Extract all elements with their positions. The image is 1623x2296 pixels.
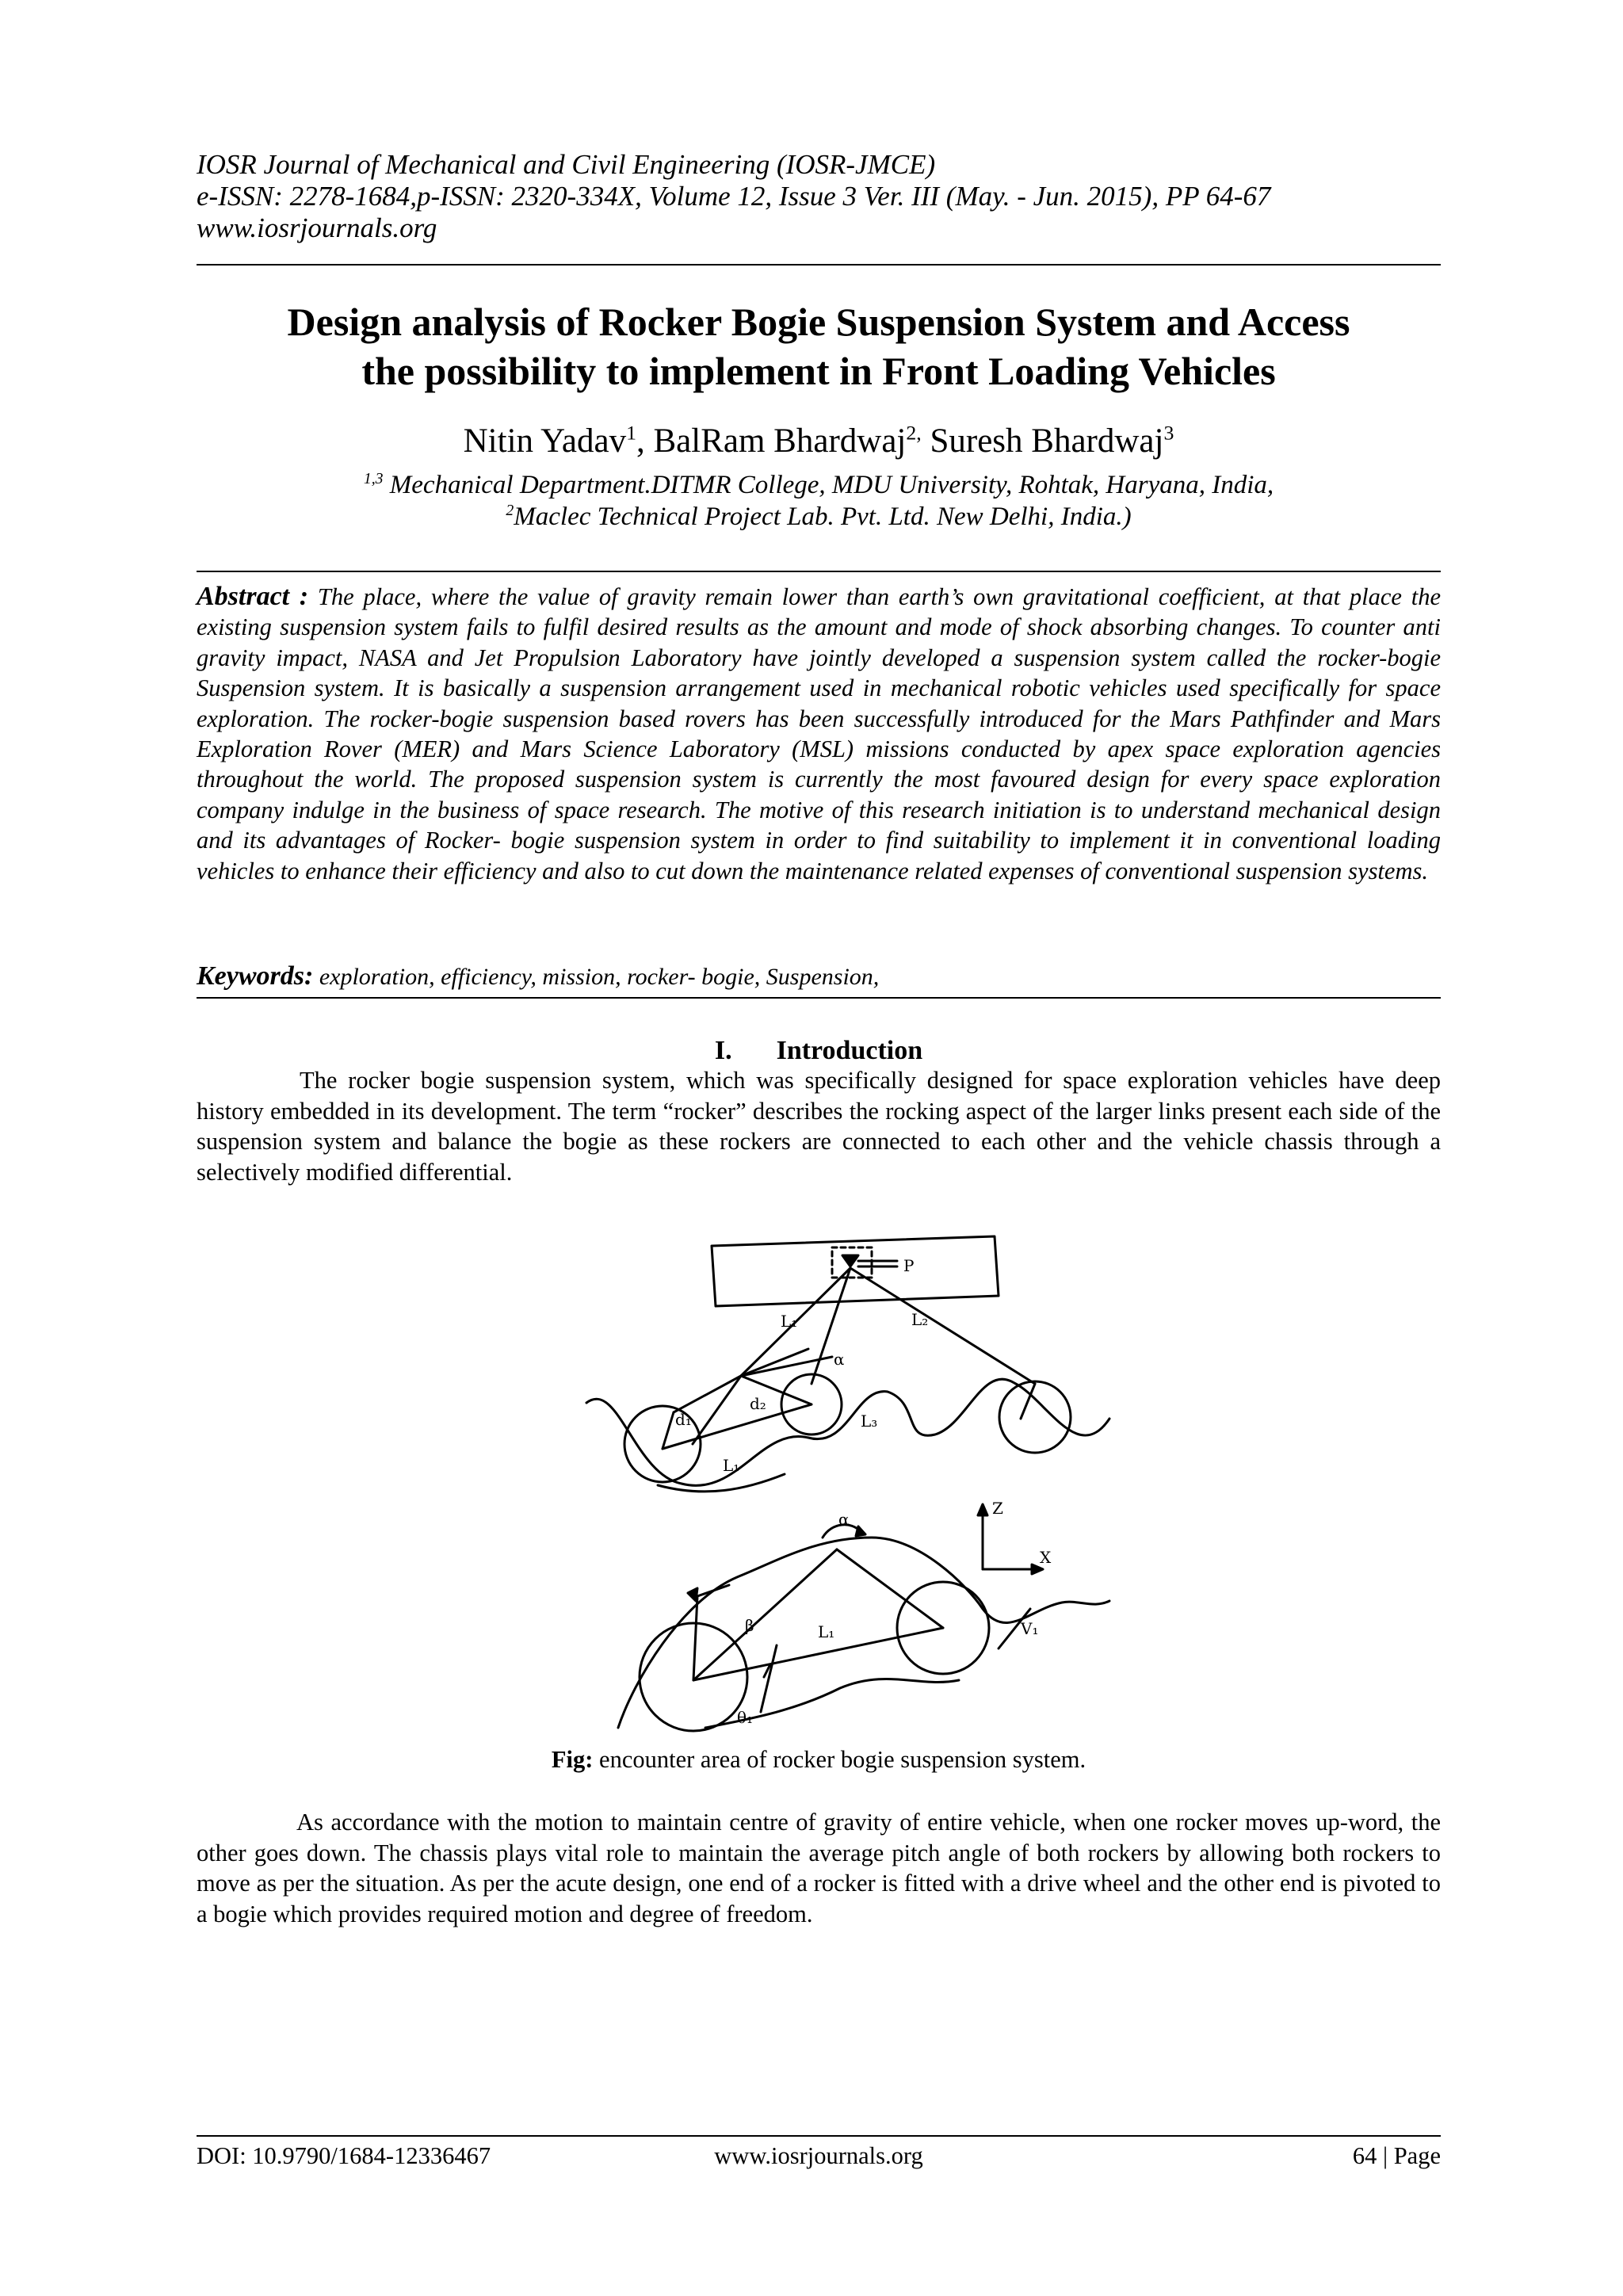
footer-website: www.iosrjournals.org [714,2142,923,2169]
section-heading [197,1035,1441,1067]
label-theta: θ₁ [737,1708,754,1727]
rocker-bogie-figure [586,1236,1109,1744]
rocker-bogie-diagram [586,1236,1109,1744]
section-title: Introduction [776,1036,923,1065]
author-2-sup: 2, [906,421,922,445]
footer-doi: DOI: 10.9790/1684-12336467 [197,2142,491,2169]
rear-wheel-upper [999,1381,1071,1453]
terrain-upper [586,1379,1109,1485]
label-l1-upper: L₁ [781,1312,798,1331]
footer-rule [197,2135,1441,2137]
label-l1-bottom: L₁ [818,1622,835,1641]
affiliation-2-sup: 2 [506,502,514,519]
label-x: X [1040,1548,1052,1567]
affiliations [197,469,1441,533]
figure-caption [197,1744,1441,1775]
author-list [197,422,1441,461]
author-1-sup: 1 [626,421,636,445]
issn-line: e-ISSN: 2278-1684,p-ISSN: 2320-334X, Volume 12, Issue 3 Ver. III (May. - Jun. 2015), PP 64-67 [197,181,1271,212]
pivot-marker [688,1588,697,1601]
affiliation-1 [197,469,1441,501]
label-alpha-upper: α [834,1350,845,1369]
journal-name: IOSR Journal of Mechanical and Civil Engineering (IOSR-JMCE) [197,149,936,180]
abstract-text: The place, where the value of gravity remain lower than earth’s own gravitational coefficient, at that place the existing suspension system fails to fulfil desired results as the amount and mode of shock absorbing changes. To counter anti gravity impact, NASA and Jet Propulsion Laboratory have jointly developed a suspension system called the rocker-bogie Suspension system. It is basically a suspension arrangement used in mechanical robotic vehicles used specifically for space exploration. The rocker-bogie suspension based rovers has been successfully introduced for the Mars Pathfinder and Mars Exploration Rover (MER) and Mars Science Laboratory (MSL) missions conducted by apex space exploration agencies throughout the world. The proposed suspension system is currently the most favoured design for every space exploration company indulge in the business of space research. The motive of this research initiation is to understand mechanical design and its advantages of Rocker- bogie suspension system in order to find suitability to implement it in conventional loading vehicles to enhance their efficiency and also to cut down the maintenance related expenses of conventional suspension systems. [197,583,1442,884]
abstract [197,582,1441,886]
label-beta: β [745,1616,754,1635]
journal-website: www.iosrjournals.org [197,212,437,243]
pivot-triangle [842,1255,858,1266]
footer-page-number: 64 | Page [1352,2142,1441,2169]
intro-paragraph-1: The rocker bogie suspension system, which was specifically designed for space exploration vehicles have deep history embedded in its development. The term “rocker” describes the rocking aspect of the larger links present each side of the suspension system and balance the bogie as these rockers are connected to each other and the vehicle chassis through a selectively modified differential. [197,1067,1441,1186]
author-2: BalRam Bhardwaj [653,422,907,460]
label-alpha-lower: α [838,1510,850,1529]
label-v1: V₁ [1021,1619,1039,1638]
label-d2: d₂ [750,1394,766,1413]
paper-title [197,297,1441,395]
section-number: I. [714,1036,732,1065]
author-3: Suresh Bhardwaj [930,422,1164,460]
caption-text: encounter area of rocker bogie suspension system. [593,1746,1086,1773]
author-separator: , [636,422,654,460]
rocker-link-l2 [850,1268,1035,1384]
affiliation-1-text: Mechanical Department.DITMR College, MDU University, Rohtak, Haryana, India, [383,471,1274,499]
header-rule [197,264,1441,266]
label-l2-upper: L₂ [911,1310,929,1329]
abstract-bottom-rule [197,997,1441,999]
label-p: P [903,1256,915,1275]
label-d1: d₁ [675,1410,692,1429]
label-l3: L₃ [861,1412,878,1431]
journal-header [197,149,1441,244]
author-1: Nitin Yadav [463,422,627,460]
author-3-sup: 3 [1163,421,1174,445]
intro-paragraph-2: As accordance with the motion to maintain centre of gravity of entire vehicle, when one rocker moves up-word, the other goes down. The chassis plays vital role to maintain the average pitch angle of both rockers by allowing both rockers to move as per the situation. As per the acute design, one end of a rocker is fitted with a drive wheel and the other end is pivoted to a bogie which provides required motion and degree of freedom. [197,1809,1441,1927]
author-separator [922,422,930,460]
label-z: Z [992,1499,1003,1518]
abstract-top-rule [197,571,1441,572]
abstract-label: Abstract : [197,582,309,611]
label-l1-lower: L₁ [723,1456,740,1475]
title-line-1: Design analysis of Rocker Bogie Suspension System and Access [287,300,1350,344]
title-line-2: the possibility to implement in Front Loading Vehicles [361,349,1276,393]
bogie-link [674,1376,741,1412]
keywords-text: exploration, efficiency, mission, rocker- bogie, Suspension, [313,964,880,990]
caption-label: Fig: [551,1746,594,1773]
keywords-label: Keywords: [197,961,314,991]
affiliation-2-text: Maclec Technical Project Lab. Pvt. Ltd. New Delhi, India.) [514,502,1132,531]
keywords [197,961,1441,993]
affiliation-2 [197,501,1441,533]
affiliation-1-sup: 1,3 [363,470,384,487]
